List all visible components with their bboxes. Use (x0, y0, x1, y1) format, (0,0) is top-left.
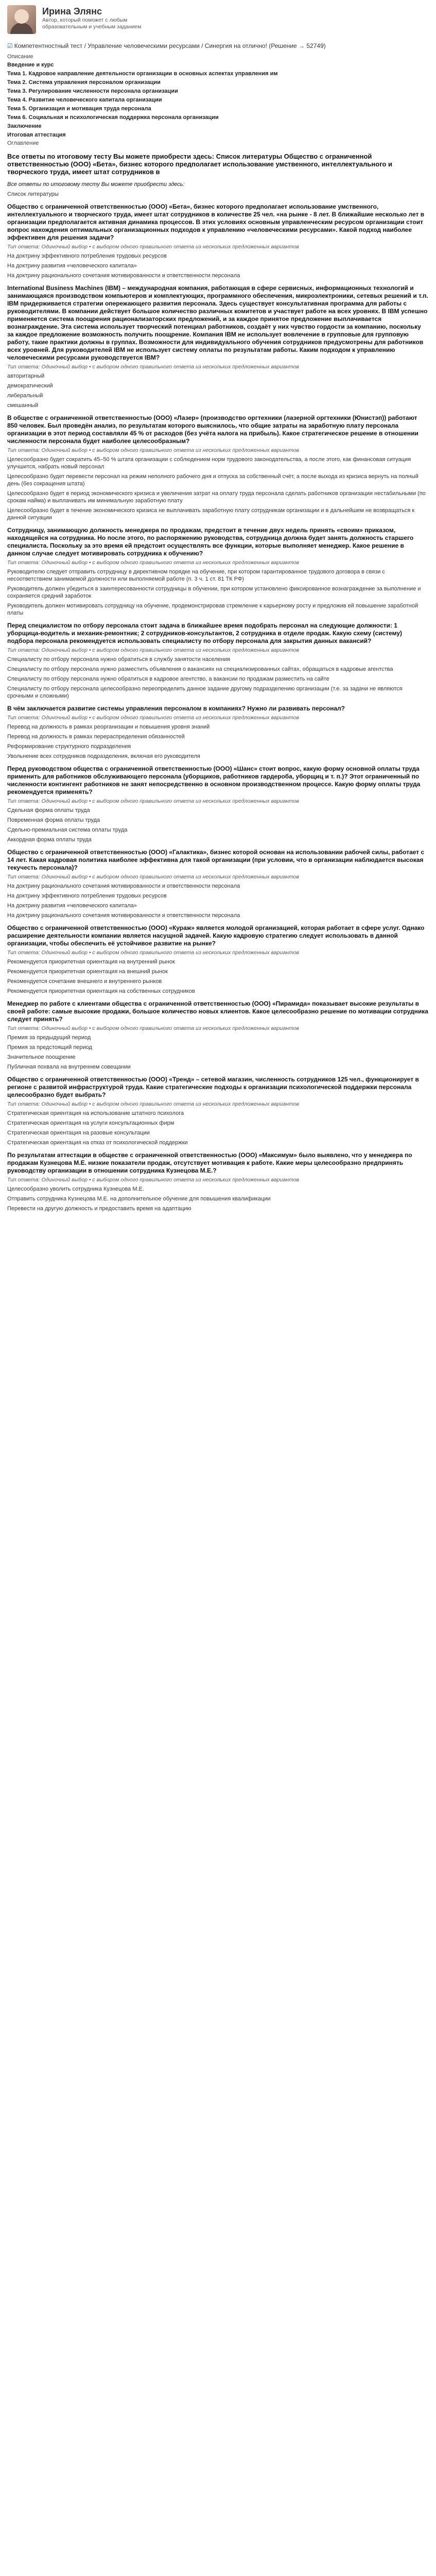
document-title-text: Компетентностный тест / Управление человеческими ресурсами / Синергия на отлично! (Решение → 52749) (14, 42, 326, 49)
answer-option[interactable]: либеральный (7, 393, 43, 399)
answer-option[interactable]: Сдельная форма оплаты труда (7, 807, 90, 814)
answer-option[interactable]: Перевод на должность в рамках реорганизации и повышения уровня знаний (7, 724, 210, 730)
question-text: Общество с ограниченной ответственностью (ООО) «Бета», бизнес которого предполагает использование умственного, интеллектуального и творческого труда, имеет штат сотрудников в количестве 25 чел. «на рынке - 8 лет. В ближайшие несколько лет в организации предполагается активная динамика процессов. В этих условиях основным управленческим ресурсом организации стоит вопрос нахождения оптимальных организационных подходов к управлению «человеческими ресурсами». Какой подход наиболее эффективен для решения задачи? (7, 203, 425, 241)
topic-item: Тема 6. Социальная и психологическая поддержка персонала организации (7, 114, 219, 121)
question-block (7, 1151, 429, 1212)
answer-option[interactable]: Список литературы (7, 191, 59, 197)
question-block (7, 203, 429, 279)
answer-type-note: Тип ответа: Одиночный выбор • с выбором одного правильного ответа из нескольких предложенных вариантов (7, 715, 299, 721)
final-certification: Итоговая аттестация (7, 132, 66, 138)
topic-item: Тема 2. Система управления персоналом организации (7, 79, 161, 86)
question-block (7, 181, 429, 198)
answer-type-note: Тип ответа: Одиночный выбор • с выбором одного правильного ответа из нескольких предложенных вариантов (7, 950, 299, 956)
answer-option[interactable]: Перевести на другую должность и предоставить время на адаптацию (7, 1206, 191, 1212)
answer-option[interactable]: Премия за предыдущий период (7, 1035, 91, 1041)
question-text: В обществе с ограниченной ответственностью (ООО) «Лазер» (производство оргтехники (лазерной оргтехники (Юнистэп)) работают 850 человек. Был проведён анализ, по результатам которого выяснилось, что общие затраты на заработную плату персонала организации в этот период составляли 45 % от расходов (без учёта налога на прибыль). Какое стратегическое решение в отношении численности персонала будет наиболее целесообразным? (7, 414, 418, 445)
conclusion: Заключение (7, 123, 42, 129)
answer-option[interactable]: Аккордная форма оплаты труда (7, 837, 92, 843)
answer-type-note: Тип ответа: Одиночный выбор • с выбором одного правильного ответа из нескольких предложенных вариантов (7, 560, 299, 566)
answer-option[interactable]: Целесообразно уволить сотрудника Кузнецова М.Е. (7, 1186, 144, 1192)
question-block (7, 1000, 429, 1071)
answer-option[interactable]: Стратегическая ориентация на использование штатного психолога (7, 1110, 184, 1116)
answer-option[interactable]: Стратегическая ориентация на отказ от психологической поддержки (7, 1140, 188, 1146)
avatar[interactable] (7, 5, 36, 34)
answer-option[interactable]: Стратегическая ориентация на разовые консультации (7, 1130, 150, 1136)
question-text: Перед специалистом по отбору персонала стоит задача в ближайшее время подобрать персонал на следующие должности: 1 уборщица-водитель и механик-ремонтник; 2 сотрудников-консультантов, 2 сотрудника в отделе продаж. Какую схему (систему) подбора персонала рекомендуется использовать специалисту по отбору персонала для закрытия данных вакансий? (7, 622, 403, 645)
author-name[interactable]: Ирина Элянс (42, 6, 102, 16)
answer-option[interactable]: Руководитель должен мотивировать сотрудницу на обучение, продемонстрировав стремление к карьерному росту и предложив ей повышение заработной платы (7, 603, 418, 616)
question-text: Все ответы по итоговому тесту Вы можете приобрести здесь: (7, 181, 185, 188)
answer-option[interactable]: Специалисту по отбору персонала нужно обратиться в кадровое агентство, а вакансии по продажам разместить на сайте (7, 676, 329, 682)
answer-option[interactable]: На доктрину развития «человеческого капитала» (7, 263, 137, 269)
description-label: Описание (7, 54, 33, 60)
answer-type-note: Тип ответа: Одиночный выбор • с выбором одного правильного ответа из нескольких предложенных вариантов (7, 1177, 299, 1183)
answer-option[interactable]: Значительное поощрение (7, 1054, 76, 1060)
question-block (7, 284, 429, 409)
answer-option[interactable]: Целесообразно будет перевести персонал на режим неполного рабочего дня и отпуска за собственный счёт, а после выхода из кризиса вернуть на полный день (без сокращения штата) (7, 473, 418, 487)
answer-type-note: Тип ответа: Одиночный выбор • с выбором одного правильного ответа из нескольких предложенных вариантов (7, 447, 299, 453)
question-block (7, 924, 429, 995)
answer-option[interactable]: На доктрину рационального сочетания мотивированности и ответственности персонала (7, 883, 240, 889)
question-block (7, 414, 429, 521)
questions-list (7, 152, 429, 1212)
answer-option[interactable]: Специалисту по отбору персонала целесообразно переопределить данное задание другому подразделению организации (т.е. за задачи не являются срочными и сложными) (7, 686, 403, 699)
contents-label: Оглавление (7, 140, 39, 146)
answer-type-note: Тип ответа: Одиночный выбор • с выбором одного правильного ответа из нескольких предложенных вариантов (7, 874, 299, 880)
answer-option[interactable]: Перевод на должность в рамках перераспределения обязанностей (7, 734, 185, 740)
question-text: Все ответы по итоговому тесту Вы можете приобрести здесь: Список литературы Общество с ограниченной ответственностью (ООО) «Бета», бизнес которого предполагает использование умственного, интеллектуального и творческого труда, имеет штат сотрудников в (7, 152, 392, 176)
document-title (7, 42, 429, 50)
answer-option[interactable]: Сдельно-премиальная система оплаты труда (7, 827, 128, 833)
answer-option[interactable]: На доктрину эффективного потребления трудовых ресурсов (7, 253, 167, 259)
answer-option[interactable]: Публичная похвала на внутреннем совещании (7, 1064, 131, 1070)
answer-option[interactable]: Целесообразно будет в период экономического кризиса и увеличения затрат на оплату труда персонала сделать работников организации нестабильными (по срокам найма) и выплачивать им минимальную заработную плату (7, 490, 426, 504)
question-text: International Business Machines (IBM) – международная компания, работающая в сфере сервисных, информационных технологий и занимающаяся производством компьютеров и комплектующих, программного обеспечения, микроэлектроники, сетевых решений и т.п. IBM придерживается стратегии опережающего развития персонала. Здесь существует консультативная программа для работы с руководителями. В компании действует большое количество различных комитетов и участвует работе на всех уровнях. В IBM успешно применяется система поощрения рационализаторских предложений, и за каждое принятое предложение выплачивается вознаграждение. Эта система использует творческий потенциал работников, создаёт у них чувство гордости за компанию, поскольку за каждое предложение возможность получить поощрение. Компания IBM не использует вовлечение в групповые для групповую работу, такие практики должны в группах. Возможности для индивидуального обучения сотрудников предусмотрены для работников всех уровней. Для руководителей IBM не использует систему оплаты по результатам работы. Каким подходом к управлению человеческими ресурсами руководствуется IBM? (7, 284, 428, 361)
question-text: Менеджер по работе с клиентами общества с ограниченной ответственностью (ООО) «Пирамида» показывает высокие результаты в своей работе: самые высокие продажи, большое количество новых клиентов. Какое целесообразно решение по мотивации сотрудника следует принять? (7, 1000, 428, 1023)
question-block (7, 152, 429, 176)
question-block (7, 622, 429, 700)
question-block (7, 527, 429, 617)
answer-type-note: Тип ответа: Одиночный выбор • с выбором одного правильного ответа из нескольких предложенных вариантов (7, 364, 299, 370)
question-text: Сотрудницу, занимающую должность менеджера по продажам, предстоит в течение двух недель принять «своим» приказом, находящейся на сотрудника. Но после этого, по распоряжению руководства, сотрудница должна будет занять должность старшего специалиста. Поскольку за это время ей предстоит осуществлять все функции, которые выполняет менеджер. Какое решение в данном случае следует мотивировать сотрудника к обучению? (7, 527, 414, 557)
answer-option[interactable]: На доктрину эффективного потребления трудовых ресурсов (7, 893, 167, 899)
answer-option[interactable]: Специалисту по отбору персонала нужно разместить объявления о вакансиях на специализированных сайтах, обращаться в кадровые агентства (7, 666, 393, 672)
answer-option[interactable]: Целесообразно будет в течение экономического кризиса не выплачивать заработную плату сотрудникам организации и в дальнейшем не возвращаться к данной ситуации (7, 507, 415, 521)
answer-option[interactable]: Отправить сотрудника Кузнецова М.Е. на дополнительное обучение для повышения квалификации (7, 1196, 271, 1202)
author-info (42, 5, 155, 30)
intro-heading: Введение и курс (7, 62, 54, 68)
question-text: Общество с ограниченной ответственностью (ООО) «Тренд» – сетевой магазин, численность сотрудников 125 чел., функционирует в регионе с развитой инфраструктурой труда. Какие стратегические подходы к организации психологической поддержки персонала целесообразно будет выбрать? (7, 1076, 419, 1098)
answer-type-note: Тип ответа: Одиночный выбор • с выбором одного правильного ответа из нескольких предложенных вариантов (7, 798, 299, 804)
answer-option[interactable]: На доктрину рационального сочетания мотивированности и ответственности персонала (7, 273, 240, 279)
answer-option[interactable]: На доктрину рационального сочетания мотивированности и ответственности персонала (7, 912, 240, 919)
question-text: По результатам аттестации в обществе с ограниченной ответственностью (ООО) «Максимум» было выявлено, что у менеджера по продажам Кузнецова М.Е. низкие показатели продаж, отсутствует мотивация к работе. Какие меры целесообразно предпринять руководству организации в отношении сотрудника Кузнецова М.Е.? (7, 1151, 412, 1174)
answer-option[interactable]: На доктрину развития «человеческого капитала» (7, 903, 137, 909)
question-block (7, 849, 429, 919)
question-text: Перед руководством общества с ограниченной ответственностью (ООО) «Шанс» стоит вопрос, какую форму основной оплаты труда применить для работников обслуживающего персонала (уборщиков, работников гардероба, уборщиц и т. п.)? Этот ограниченный по численности контингент работников не занят непосредственно в основном производственном процессе. Какую форму оплаты труда рекомендуется применять? (7, 765, 421, 795)
answer-option[interactable]: авторитарный (7, 373, 45, 379)
answer-option[interactable]: смешанный (7, 402, 39, 409)
author-header (7, 5, 429, 36)
topics-list (7, 70, 429, 122)
topic-item: Тема 3. Регулирование численности персонала организации (7, 88, 178, 94)
answer-option[interactable]: Специалисту по отбору персонала нужно обратиться в службу занятости населения (7, 656, 230, 663)
question-text: В чём заключается развитие системы управления персоналом в компаниях? Нужно ли развивать персонал? (7, 705, 345, 712)
answer-option[interactable]: Руководитель должен убедиться в заинтересованности сотрудницы в обучении, при котором установлено фиксированное вознаграждение за выполнение и сохраняется средний заработок (7, 586, 421, 599)
topic-item: Тема 5. Организация и мотивация труда персонала (7, 106, 151, 112)
answer-type-note: Тип ответа: Одиночный выбор • с выбором одного правильного ответа из нескольких предложенных вариантов (7, 647, 299, 653)
answer-option[interactable]: Рекомендуется сочетание внешнего и внутреннего рынков (7, 978, 162, 985)
question-text: Общество с ограниченной ответственностью (ООО) «Кураж» является молодой организацией, которая работает в сфере услуг. Однако расширение деятельности компании является насущной задачей. Какую кадровую стратегию следует использовать в данной организации, чтобы обеспечить её устойчивое развитие на рынке? (7, 924, 425, 947)
answer-type-note: Тип ответа: Одиночный выбор • с выбором одного правильного ответа из нескольких предложенных вариантов (7, 244, 299, 250)
answer-option[interactable]: Реформирование структурного подразделения (7, 743, 131, 750)
answer-option[interactable]: Руководителю следует отправить сотрудницу в директивном порядке на обучение, при котором гарантированное трудового договора в связи с несоответствием занимаемой должности или выполняемой работе (п. 3 ч. 1 ст. 81 ТК РФ) (7, 569, 385, 582)
question-block (7, 1076, 429, 1146)
answer-option[interactable]: демократический (7, 383, 53, 389)
topic-item: Тема 4. Развитие человеческого капитала организации (7, 97, 162, 103)
document-check-icon: ☑ (7, 42, 13, 49)
question-block (7, 705, 429, 760)
answer-option[interactable]: Рекомендуется приоритетная ориентация на внешний рынок (7, 969, 168, 975)
answer-option[interactable]: Рекомендуется приоритетная ориентация на собственных сотрудников (7, 988, 195, 994)
answer-option[interactable]: Повременная форма оплаты труда (7, 817, 100, 823)
answer-option[interactable]: Увольнение всех сотрудников подразделения, включая его руководителя (7, 753, 200, 759)
answer-type-note: Тип ответа: Одиночный выбор • с выбором одного правильного ответа из нескольких предложенных вариантов (7, 1025, 299, 1031)
answer-option[interactable]: Стратегическая ориентация на услуги консультационных фирм (7, 1120, 175, 1126)
topic-item: Тема 1. Кадровое направление деятельности организации в основных аспектах управления им (7, 71, 278, 77)
answer-type-note: Тип ответа: Одиночный выбор • с выбором одного правильного ответа из нескольких предложенных вариантов (7, 1101, 299, 1107)
answer-option[interactable]: Рекомендуется приоритетная ориентация на внутренний рынок (7, 959, 175, 965)
question-block (7, 765, 429, 843)
answer-option[interactable]: Премия за предстоящий период (7, 1044, 92, 1050)
question-text: Общество с ограниченной ответственностью (ООО) «Галактика», бизнес которой основан на использовании рабочей силы, работает с 14 лет. Какая кадровая политика наиболее эффективна для такой организации (при условии, что в организации наблюдается высокая текучесть персонала)? (7, 849, 425, 871)
author-description: Автор, который поможет с любым образовательным и учебным заданием (42, 17, 142, 30)
answer-option[interactable]: Целесообразно будет сократить 45–50 % штата организации с соблюдением норм трудового законодательства, а после этого, как финансовая ситуация улучшится, набрать новый персонал (7, 456, 411, 470)
